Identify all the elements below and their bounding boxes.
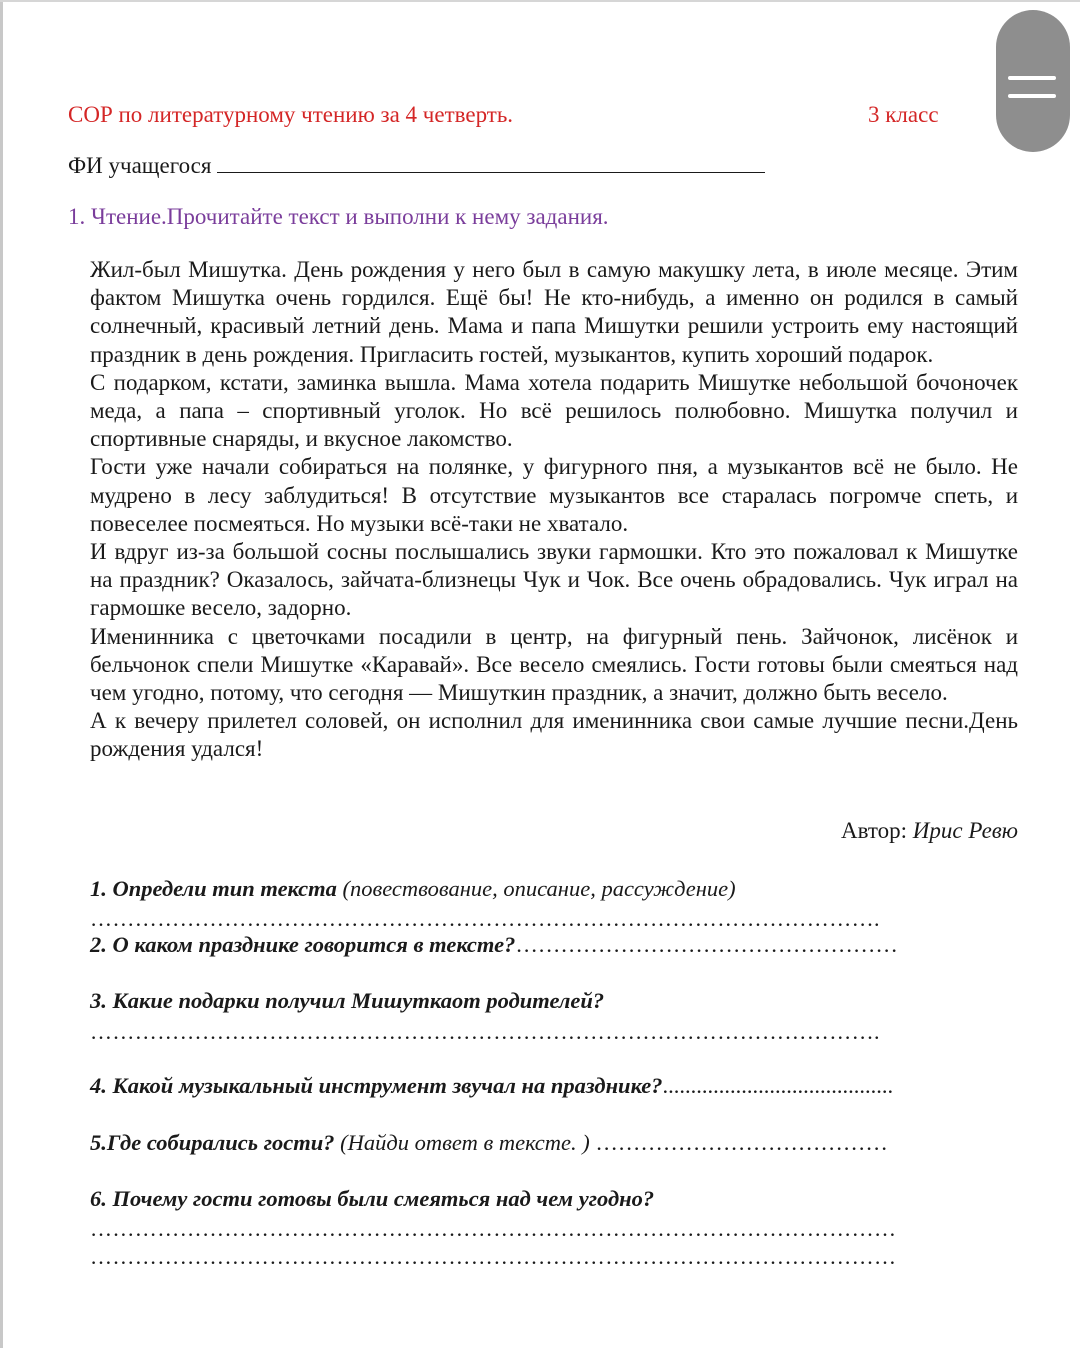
answer-line-6b[interactable]: ……………………………………………………………………………………………… — [90, 1244, 897, 1269]
text-paragraph: А к вечеру прилетел соловей, он исполнил для именинника свои самые лучшие песни.День рождения удался! — [90, 708, 1018, 762]
worksheet-title: СОР по литературному чтению за 4 четверть. — [68, 102, 514, 127]
answer-line-6a[interactable]: ……………………………………………………………………………………………… — [90, 1216, 897, 1241]
text-paragraph: Именинника с цветочками посадили в центр, на фигурный пень. Зайчонок, лисёнок и бельчонок спели Мишутке «Каравай». Все весело смеялись. Гости готовы были смеяться над чем угодно, потому, что сегодня — Мишуткин праздник, а значит, должно быть весело. — [90, 623, 1018, 706]
student-name-field — [68, 153, 765, 179]
question-text: 3. Какие подарки получил Мишуткаот родителей? — [90, 988, 605, 1013]
grade-label: 3 класс — [868, 102, 939, 127]
page-top-edge — [0, 0, 1080, 2]
menu-icon-bar-2 — [1008, 94, 1056, 98]
answer-line-5[interactable]: ………………………………… — [595, 1130, 888, 1155]
author-line — [841, 818, 1018, 844]
question-5 — [90, 1130, 888, 1156]
question-3 — [90, 988, 604, 1014]
question-hint: (Найди ответ в тексте. ) — [340, 1130, 590, 1155]
answer-line-3[interactable]: ……………………………………………………………………………………………. — [90, 1019, 880, 1044]
author-label: Автор: — [841, 818, 908, 843]
text-paragraph: Гости уже начали собираться на полянке, у фигурного пня, а музыкантов всё не было. Не мудрено в лесу заблудиться! В отсутствие музыкантов все старалась погромче спеть, и повеселее посмеяться. Но музыки всё-таки не хватало. — [90, 454, 1018, 536]
menu-icon — [1008, 76, 1056, 80]
question-text: 2. О каком празднике говорится в тексте? — [90, 932, 516, 957]
page-left-edge — [0, 0, 3, 1348]
question-text: 6. Почему гости готовы были смеяться над чем угодно? — [90, 1186, 655, 1211]
student-name-line[interactable] — [217, 154, 765, 173]
reading-text — [90, 256, 1018, 764]
answer-line-1[interactable]: ……………………………………………………………………………………………. — [90, 906, 880, 931]
task-heading: 1. Чтение.Прочитайте текст и выполни к нему задания. — [68, 204, 609, 229]
question-1 — [90, 876, 736, 902]
question-6 — [90, 1186, 654, 1212]
question-text: 4. Какой музыкальный инструмент звучал на празднике? — [90, 1073, 663, 1098]
student-label: ФИ учащегося — [68, 153, 212, 178]
author-name: Ирис Ревю — [912, 818, 1018, 843]
text-paragraph: И вдруг из-за большой сосны послышались звуки гармошки. Кто это пожаловал к Мишутке на праздник? Оказалось, зайчата-близнецы Чук и Чок. Все очень обрадовались. Чук играл на гармошке весело, задорно. — [90, 539, 1018, 621]
question-text: 1. Определи тип текста — [90, 876, 337, 901]
answer-line-4[interactable]: ......................................... — [662, 1073, 894, 1098]
question-hint: (повествование, описание, рассуждение) — [342, 876, 736, 901]
question-4 — [90, 1073, 893, 1099]
menu-button[interactable] — [996, 10, 1070, 152]
answer-line-2[interactable]: …………………………………………… — [515, 932, 898, 957]
question-text: 5.Где собирались гости? — [90, 1130, 335, 1155]
text-paragraph: Жил-был Мишутка. День рождения у него был в самую макушку лета, в июле месяце. Этим фактом Мишутка очень гордился. Ещё бы! Не кто-нибудь, а именно он родился в самый солнечный, красивый летний день. Мама и папа Мишутки решили устроить ему настоящий праздник в день рождения. Пригласить гостей, музыкантов, купить хороший подарок. — [90, 257, 1018, 367]
question-2 — [90, 932, 898, 958]
text-paragraph: С подарком, кстати, заминка вышла. Мама хотела подарить Мишутке небольшой бочоночек меда, а папа – спортивный уголок. Но всё решилось полюбовно. Мишутка получил и спортивные снаряды, и вкусное лакомство. — [90, 369, 1018, 452]
